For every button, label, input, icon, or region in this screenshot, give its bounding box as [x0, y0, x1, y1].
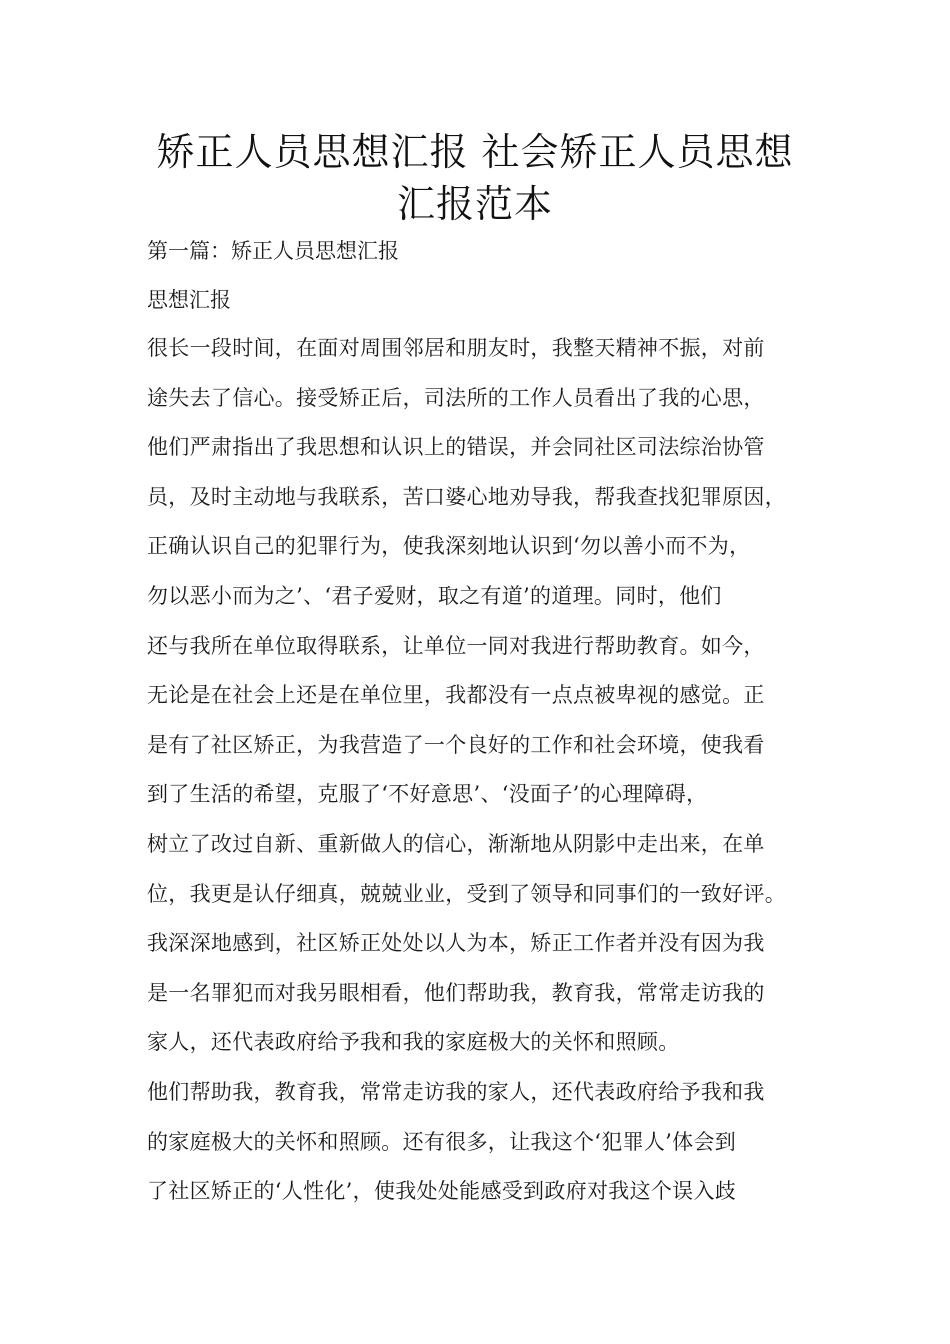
body-line: 树立了改过自新、重新做人的信心，渐渐地从阴影中走出来，在单	[147, 831, 765, 856]
body-text	[147, 333, 827, 1226]
body-line: 正确认识自己的犯罪行为，使我深刻地认识到‘勿以善小而不为，	[147, 534, 751, 559]
body-line: 还与我所在单位取得联系，让单位一同对我进行帮助教育。如今，	[147, 633, 765, 658]
body-line: 位，我更是认仔细真，兢兢业业，受到了领导和同事们的一致好评。	[147, 881, 786, 906]
document-title	[100, 126, 850, 230]
body-line: 家人，还代表政府给予我和我的家庭极大的关怀和照顾。	[147, 1030, 680, 1055]
body-line: 很长一段时间，在面对周围邻居和朋友时，我整天精神不振，对前	[147, 336, 765, 360]
chapter-heading: 第一篇：矫正人员思想汇报	[147, 239, 399, 263]
body-line: 了社区矫正的‘人性化’，使我处处能感受到政府对我这个误入歧	[147, 1179, 737, 1204]
body-line: 到了生活的希望，克服了‘不好意思’、‘没面子’的心理障碍，	[147, 782, 708, 807]
document-title-line-2: 汇报范本	[396, 182, 553, 226]
body-line: 是有了社区矫正，为我营造了一个良好的工作和社会环境，使我看	[147, 732, 765, 757]
body-line: 的家庭极大的关怀和照顾。还有很多，让我这个‘犯罪人’体会到	[147, 1129, 737, 1154]
body-line: 途失去了信心。接受矫正后，司法所的工作人员看出了我的心思，	[147, 385, 765, 410]
body-line: 是一名罪犯而对我另眼相看，他们帮助我，教育我，常常走访我的	[147, 980, 765, 1005]
body-line: 勿以恶小而为之’、‘君子爱财，取之有道’的道理。同时，他们	[147, 583, 722, 608]
body-line: 我深深地感到，社区矫正处处以人为本，矫正工作者并没有因为我	[147, 931, 765, 956]
section-label: 思想汇报	[147, 288, 231, 312]
body-line: 无论是在社会上还是在单位里，我都没有一点点被卑视的感觉。正	[147, 683, 765, 708]
document-title-line-1: 矫正人员思想汇报 社会矫正人员思想	[156, 130, 794, 174]
body-line: 他们严肃指出了我思想和认识上的错误，并会同社区司法综治协管	[147, 435, 765, 460]
body-line: 他们帮助我，教育我，常常走访我的家人，还代表政府给予我和我	[147, 1079, 765, 1104]
body-line: 员，及时主动地与我联系，苦口婆心地劝导我，帮我查找犯罪原因，	[147, 484, 786, 509]
